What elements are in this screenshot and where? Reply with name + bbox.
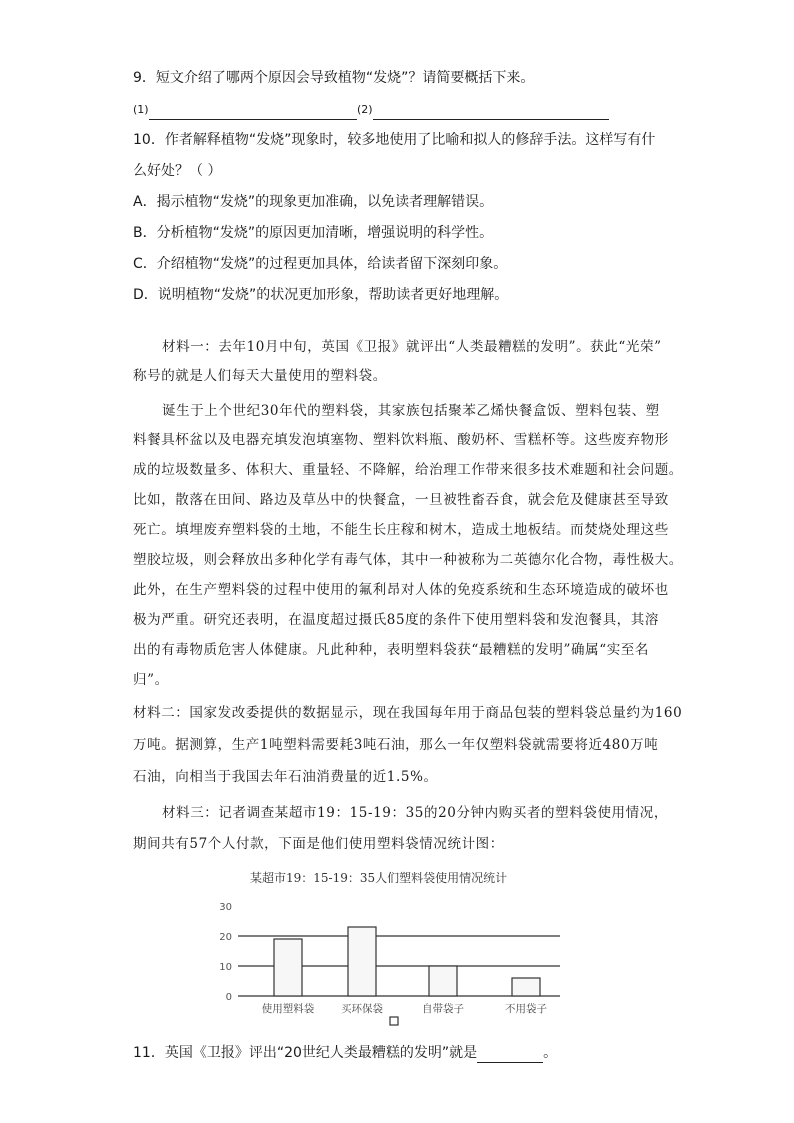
material-1-line: 归”。 [133, 672, 169, 688]
material-3-line: 材料三：记者调查某超市19：15-19：35的20分钟内购买者的塑料袋使用情况， [162, 805, 668, 821]
chart-title: 某超市19：15-19：35人们塑料袋使用情况统计 [250, 871, 508, 885]
material-1-line: 出的有毒物质危害人体健康。凡此种种，表明塑料袋获“最糟糕的发明”确属“实至名 [133, 642, 650, 658]
material-1-line: 成的垃圾数量多、体积大、重量轻、不降解，给治理工作带来很多技术难题和社会问题。 [133, 462, 683, 478]
bar-不用袋子 [512, 978, 540, 996]
blank-1-label: (1) [133, 103, 149, 116]
material-2-line: 万吨。据测算，生产1吨塑料需要耗3吨石油，那么一年仅塑料袋就需要将近480万吨 [133, 737, 659, 753]
option-a[interactable]: A．揭示植物“发烧”的现象更加准确，以免读者理解错误。 [133, 194, 494, 210]
option-b[interactable]: B．分析植物“发烧”的原因更加清晰，增强说明的科学性。 [133, 225, 494, 241]
material-1-line: 塑胶垃圾，则会释放出多种化学有毒气体，其中一种被称为二英德尔化合物，毒性极大。 [133, 552, 683, 568]
option-d[interactable]: D．说明植物“发烧”的状况更加形象，帮助读者更好地理解。 [133, 287, 509, 303]
material-1-line: 极为严重。研究还表明，在温度超过摄氏85度的条件下使用塑料袋和发泡餐具，其溶 [133, 612, 659, 628]
answer-blank-2[interactable] [357, 100, 609, 120]
material-1-line: 称号的就是人们每天大量使用的塑料袋。 [133, 368, 387, 384]
bar-使用塑料袋 [274, 939, 302, 996]
question-10-line2: 么好处？（ ） [133, 163, 222, 179]
y-tick-label: 30 [219, 902, 232, 913]
material-2-line: 材料二：国家发改委提供的数据显示，现在我国每年用于商品包装的塑料袋总量约为160 [133, 705, 683, 721]
x-tick-label: 买环保袋 [341, 1003, 383, 1015]
blank-2-label: (2) [357, 103, 373, 116]
material-1-line: 此外，在生产塑料袋的过程中使用的氟利昂对人体的免疫系统和生态环境造成的破坏也 [133, 582, 669, 598]
chart-marker-icon [390, 1017, 398, 1025]
x-tick-label: 自带袋子 [422, 1003, 464, 1015]
material-1-line: 料餐具杯盆以及电器充填发泡填塞物、塑料饮料瓶、酸奶杯、雪糕杯等。这些废弃物形 [133, 432, 669, 448]
material-1-line: 诞生于上个世纪30年代的塑料袋，其家族包括聚苯乙烯快餐盒饭、塑料包装、塑 [162, 403, 660, 419]
material-3-line: 期间共有57个人付款，下面是他们使用塑料袋情况统计图： [133, 836, 504, 852]
bar-自带袋子 [429, 966, 457, 996]
answer-blank-11[interactable] [477, 1048, 543, 1063]
question-11 [133, 1043, 557, 1063]
question-9: 9．短文介绍了哪两个原因会导致植物“发烧”？请简要概括下来。 [133, 70, 535, 86]
bar-chart [200, 890, 600, 1030]
answer-blank-1[interactable] [133, 100, 357, 120]
y-tick-label: 20 [219, 932, 232, 943]
material-1-line: 比如，散落在田间、路边及草丛中的快餐盒，一旦被牲畜吞食，就会危及健康甚至导致 [133, 492, 669, 508]
option-c[interactable]: C．介绍植物“发烧”的过程更加具体，给读者留下深刻印象。 [133, 256, 508, 272]
question-11-end: 。 [543, 1045, 558, 1061]
y-tick-label: 0 [225, 992, 232, 1003]
material-1-line: 死亡。填埋废弃塑料袋的土地，不能生长庄稼和树木，造成土地板结。而焚烧处理这些 [133, 522, 669, 538]
question-10-line1: 10．作者解释植物“发烧”现象时，较多地使用了比喻和拟人的修辞手法。这样写有什 [133, 132, 656, 148]
material-2-line: 石油，向相当于我国去年石油消费量的近1.5%。 [133, 769, 438, 785]
x-tick-label: 不用袋子 [505, 1003, 547, 1015]
question-11-text: 11．英国《卫报》评出“20世纪人类最糟糕的发明”就是 [133, 1045, 478, 1061]
bar-买环保袋 [348, 927, 376, 996]
material-1-line: 材料一：去年10月中旬，英国《卫报》就评出“人类最糟糕的发明”。获此“光荣” [162, 339, 662, 355]
y-tick-label: 10 [219, 962, 232, 973]
x-tick-label: 使用塑料袋 [261, 1003, 315, 1015]
